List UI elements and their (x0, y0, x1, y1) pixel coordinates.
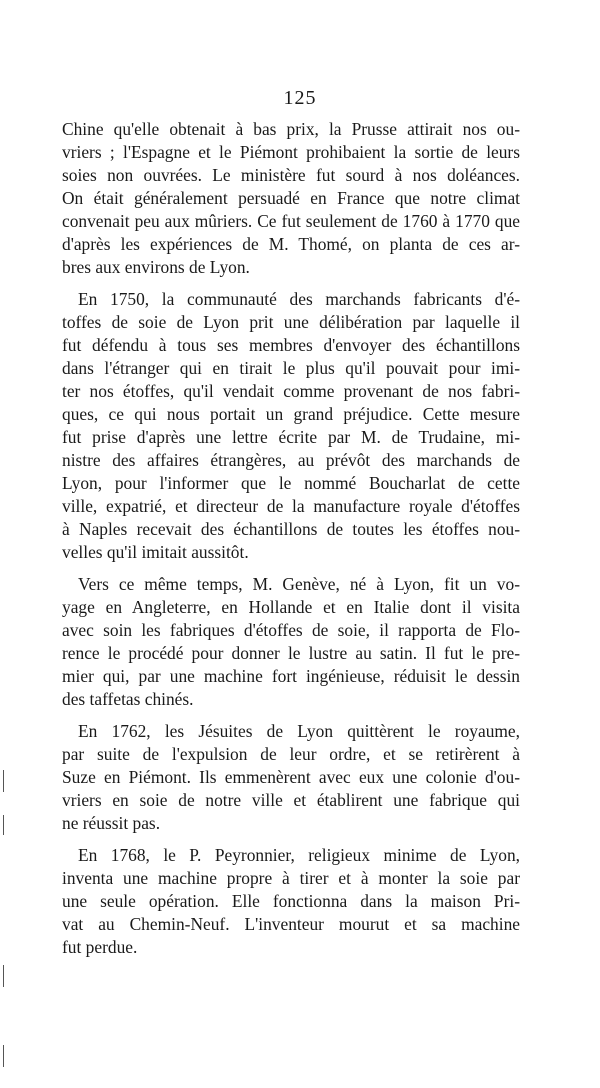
text-line: Vers ce même temps, M. Genève, né à Lyon, fit un vo- (78, 574, 520, 594)
text-line: soies non ouvrées. Le ministère fut sourd à nos doléances. (62, 165, 520, 185)
text-line: vat au Chemin-Neuf. L'inventeur mourut et sa machine (62, 914, 520, 934)
text-line: velles qu'il imitait aussitôt. (62, 542, 249, 562)
body-text (62, 118, 520, 959)
text-line: ne réussit pas. (62, 813, 161, 833)
text-line: En 1750, la communauté des marchands fabricants d'é- (78, 289, 520, 309)
text-line: une seule opération. Elle fonctionna dans la maison Pri- (62, 891, 520, 911)
text-line: En 1762, les Jésuites de Lyon quittèrent le royaume, (78, 721, 520, 741)
text-line: ville, expatrié, et directeur de la manufacture royale d'étoffes (62, 496, 520, 516)
text-line: On était généralement persuadé en France que notre climat (62, 188, 520, 208)
text-line: ter nos étoffes, qu'il vendait comme provenant de nos fabri- (62, 381, 520, 401)
paragraph (62, 573, 520, 711)
text-line: vriers ; l'Espagne et le Piémont prohibaient la sortie de leurs (62, 142, 520, 162)
margin-mark (3, 965, 4, 987)
text-line: avec soin les fabriques d'étoffes de soie, il rapporta de Flo- (62, 620, 520, 640)
text-line: vriers en soie de notre ville et établirent une fabrique qui (62, 790, 520, 810)
text-line: des taffetas chinés. (62, 689, 194, 709)
text-line: fut défendu à tous ses membres d'envoyer des échantillons (62, 335, 520, 355)
text-line: toffes de soie de Lyon prit une délibération par laquelle il (62, 312, 520, 332)
margin-mark (3, 815, 4, 835)
text-line: Lyon, pour l'informer que le nommé Boucharlat de cette (62, 473, 520, 493)
text-line: yage en Angleterre, en Hollande et en Italie dont il visita (62, 597, 520, 617)
text-line: ques, ce qui nous portait un grand préjudice. Cette mesure (62, 404, 520, 424)
text-line: fut prise d'après une lettre écrite par M. de Trudaine, mi- (62, 427, 520, 447)
text-line: Suze en Piémont. Ils emmenèrent avec eux une colonie d'ou- (62, 767, 520, 787)
text-line: convenait peu aux mûriers. Ce fut seulement de 1760 à 1770 que (62, 211, 520, 231)
text-line: nistre des affaires étrangères, au prévôt des marchands de (62, 450, 520, 470)
margin-mark (3, 1045, 4, 1067)
text-line: Chine qu'elle obtenait à bas prix, la Prusse attirait nos ou- (62, 119, 520, 139)
text-line: bres aux environs de Lyon. (62, 257, 250, 277)
text-line: par suite de l'expulsion de leur ordre, et se retirèrent à (62, 744, 520, 764)
text-line: fut perdue. (62, 937, 138, 957)
text-line: d'après les expériences de M. Thomé, on planta de ces ar- (62, 234, 520, 254)
paragraph (62, 844, 520, 959)
text-line: inventa une machine propre à tirer et à monter la soie par (62, 868, 520, 888)
page-number: 125 (283, 87, 317, 109)
paragraph (62, 720, 520, 835)
paragraph (62, 288, 520, 564)
text-line: mier qui, par une machine fort ingénieuse, réduisit le dessin (62, 666, 520, 686)
text-line: à Naples recevait des échantillons de toutes les étoffes nou- (62, 519, 520, 539)
text-line: rence le procédé pour donner le lustre au satin. Il fut le pre- (62, 643, 520, 663)
text-line: dans l'étranger qui en tirait le plus qu'il pouvait pour imi- (62, 358, 520, 378)
text-line: En 1768, le P. Peyronnier, religieux minime de Lyon, (78, 845, 520, 865)
margin-mark (3, 770, 4, 792)
paragraph (62, 118, 520, 279)
